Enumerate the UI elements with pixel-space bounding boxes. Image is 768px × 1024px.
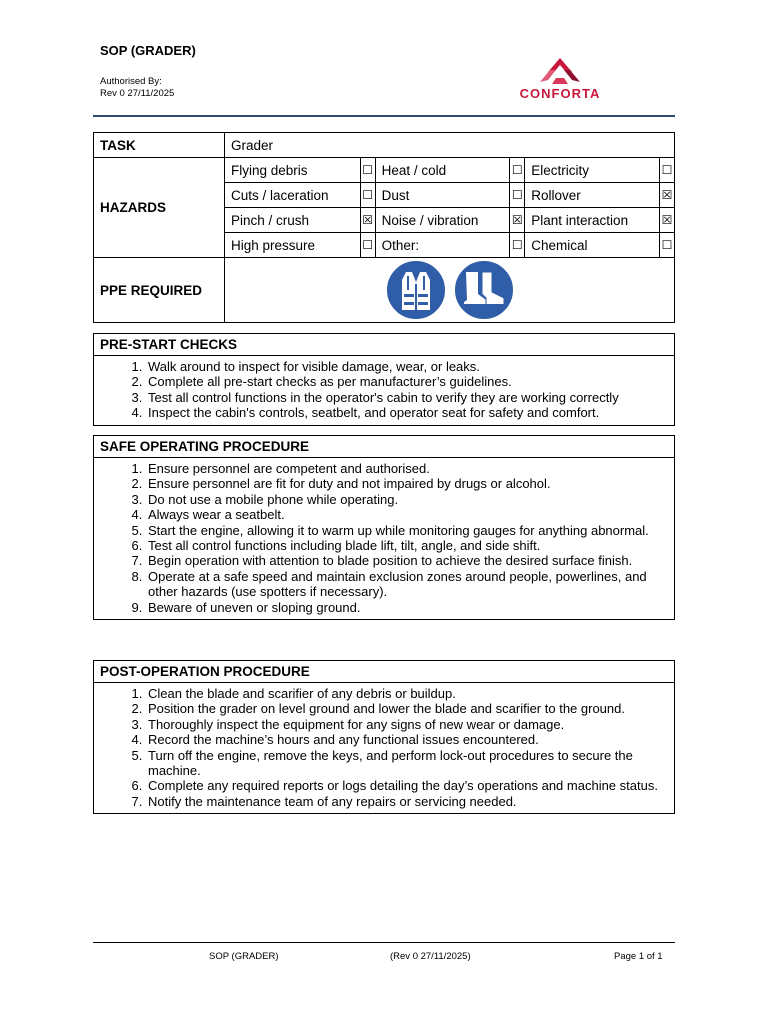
hazard-name: Electricity — [525, 158, 660, 183]
hazard-checkbox[interactable]: ☐ — [360, 233, 375, 258]
ppe-icons-cell — [225, 258, 675, 323]
list-item: 8. Operate at a safe speed and maintain exclusion zones around people, powerlines, and other hazards (use spotters if necessary). — [146, 569, 668, 600]
task-label: TASK — [94, 133, 225, 158]
hazard-name: Flying debris — [225, 158, 361, 183]
hi-vis-vest-icon — [384, 258, 448, 322]
list-item: 1. Ensure personnel are competent and authorised. — [146, 461, 668, 476]
safe-operating-list — [94, 458, 674, 619]
list-item: 3. Test all control functions in the operator's cabin to verify they are working correctly — [146, 390, 668, 405]
hazard-name: Heat / cold — [375, 158, 510, 183]
list-item: 6. Test all control functions including blade lift, tilt, angle, and side shift. — [146, 538, 668, 553]
footer-revision: (Rev 0 27/11/2025) — [390, 951, 471, 962]
ppe-row — [94, 258, 675, 323]
hazard-checkbox[interactable]: ☒ — [360, 208, 375, 233]
list-item: 2. Complete all pre-start checks as per manufacturer’s guidelines. — [146, 374, 668, 389]
list-item: 5. Turn off the engine, remove the keys, and perform lock-out procedures to secure the machine. — [146, 748, 668, 779]
list-item: 7. Begin operation with attention to blade position to achieve the desired surface finish. — [146, 553, 668, 568]
list-item: 6. Complete any required reports or logs detailing the day’s operations and machine status. — [146, 778, 668, 793]
section-heading: SAFE OPERATING PROCEDURE — [94, 436, 674, 458]
safe-operating-section — [93, 435, 675, 620]
list-item: 3. Do not use a mobile phone while operating. — [146, 492, 668, 507]
hazard-checkbox[interactable]: ☐ — [360, 158, 375, 183]
footer-page-number: Page 1 of 1 — [614, 951, 663, 962]
hazard-checkbox[interactable]: ☒ — [660, 208, 675, 233]
hazard-name: Plant interaction — [525, 208, 660, 233]
hazards-label: HAZARDS — [94, 158, 225, 258]
task-row — [94, 133, 675, 158]
footer-title: SOP (GRADER) — [209, 951, 279, 962]
post-operation-list — [94, 683, 674, 813]
logo-text: CONFORTA — [519, 86, 601, 101]
hazard-checkbox[interactable]: ☐ — [510, 233, 525, 258]
section-heading: PRE-START CHECKS — [94, 334, 674, 356]
list-item: 4. Always wear a seatbelt. — [146, 507, 668, 522]
authorised-by-label: Authorised By: — [100, 76, 162, 87]
hazard-checkbox[interactable]: ☐ — [360, 183, 375, 208]
list-item: 4. Inspect the cabin's controls, seatbelt, and operator seat for safety and comfort. — [146, 405, 668, 420]
list-item: 9. Beware of uneven or sloping ground. — [146, 600, 668, 615]
revision-label: Rev 0 27/11/2025 — [100, 88, 175, 99]
hazard-checkbox[interactable]: ☐ — [510, 158, 525, 183]
list-item: 2. Position the grader on level ground and lower the blade and scarifier to the ground. — [146, 701, 668, 716]
authorisation-block — [100, 76, 174, 100]
hazard-checkbox[interactable]: ☒ — [510, 208, 525, 233]
hazard-name: Cuts / laceration — [225, 183, 361, 208]
list-item: 4. Record the machine’s hours and any functional issues encountered. — [146, 732, 668, 747]
hazard-row — [94, 158, 675, 183]
hazard-name: Noise / vibration — [375, 208, 510, 233]
hazard-checkbox[interactable]: ☐ — [510, 183, 525, 208]
list-item: 2. Ensure personnel are fit for duty and not impaired by drugs or alcohol. — [146, 476, 668, 491]
hazard-checkbox[interactable]: ☐ — [660, 233, 675, 258]
task-value: Grader — [225, 133, 675, 158]
logo-mark-icon — [510, 54, 610, 88]
hazard-name: Chemical — [525, 233, 660, 258]
list-item: 3. Thoroughly inspect the equipment for any signs of new wear or damage. — [146, 717, 668, 732]
pre-start-list — [94, 356, 674, 425]
list-item: 1. Clean the blade and scarifier of any debris or buildup. — [146, 686, 668, 701]
hazard-name: High pressure — [225, 233, 361, 258]
list-item: 7. Notify the maintenance team of any repairs or servicing needed. — [146, 794, 668, 809]
hazard-name: Pinch / crush — [225, 208, 361, 233]
section-heading: POST-OPERATION PROCEDURE — [94, 661, 674, 683]
document-title: SOP (GRADER) — [100, 43, 196, 58]
list-item: 1. Walk around to inspect for visible damage, wear, or leaks. — [146, 359, 668, 374]
company-logo — [510, 54, 610, 100]
hazard-checkbox[interactable]: ☐ — [660, 158, 675, 183]
ppe-label: PPE REQUIRED — [94, 258, 225, 323]
header-divider — [93, 115, 675, 117]
hazard-table — [93, 132, 675, 323]
hazard-name: Dust — [375, 183, 510, 208]
footer-divider — [93, 942, 675, 943]
hazard-name: Rollover — [525, 183, 660, 208]
post-operation-section — [93, 660, 675, 814]
hazard-checkbox[interactable]: ☒ — [660, 183, 675, 208]
hazard-name: Other: — [375, 233, 510, 258]
pre-start-section — [93, 333, 675, 426]
list-item: 5. Start the engine, allowing it to warm up while monitoring gauges for anything abnormal. — [146, 523, 668, 538]
safety-boots-icon — [452, 258, 516, 322]
